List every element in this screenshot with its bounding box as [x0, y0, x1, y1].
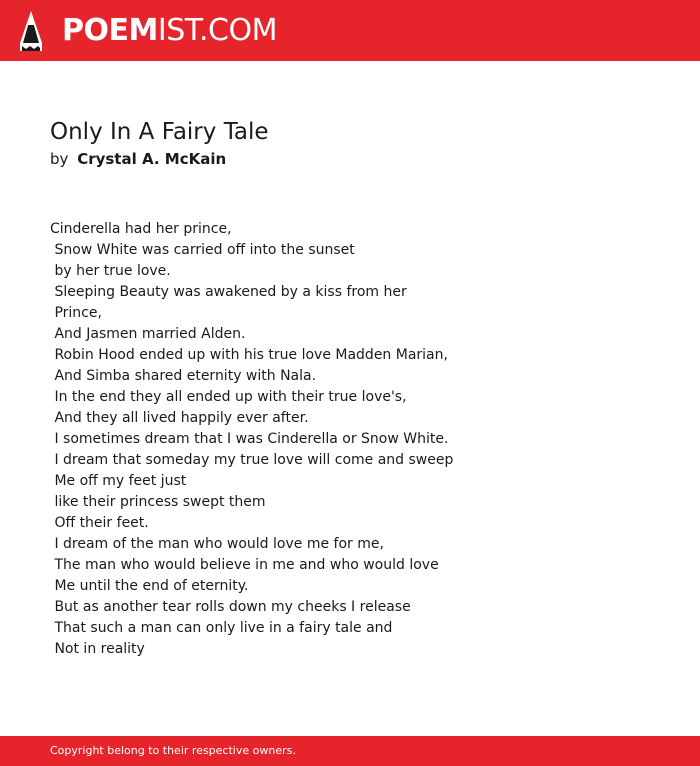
site-logo[interactable] [62, 13, 277, 49]
pencil-icon[interactable] [18, 10, 44, 56]
poem-line: I sometimes dream that I was Cinderella or Snow White. [50, 431, 449, 447]
poem-line: Snow White was carried off into the sunset [50, 242, 355, 258]
poem-body [50, 219, 480, 660]
brand-light: IST.COM [157, 13, 277, 48]
brand-bold: POEM [62, 13, 158, 48]
poem-line: And Jasmen married Alden. [50, 326, 246, 342]
poem-line: And Simba shared eternity with Nala. [50, 368, 317, 384]
site-header [0, 0, 700, 61]
poem-line: Me off my feet just [50, 473, 187, 489]
byline [50, 149, 226, 169]
poem-line: Not in reality [50, 641, 145, 657]
poem-line: I dream that someday my true love will come and sweep [50, 452, 454, 468]
poem-line: I dream of the man who would love me for me, [50, 536, 384, 552]
poem-line: Me until the end of eternity. [50, 578, 249, 594]
author-name: Crystal A. McKain [77, 150, 227, 168]
poem-line: Sleeping Beauty was awakened by a kiss from her [50, 284, 407, 300]
by-label: by [50, 150, 69, 168]
poem-line: by her true love. [50, 263, 171, 279]
poem-line: Off their feet. [50, 515, 149, 531]
copyright-notice: Copyright belong to their respective owners. [50, 744, 296, 757]
poem-line: And they all lived happily ever after. [50, 410, 309, 426]
poem-line: Robin Hood ended up with his true love Madden Marian, [50, 347, 448, 363]
poem-line: The man who would believe in me and who would love [50, 557, 439, 573]
site-footer [0, 736, 700, 766]
poem-line: like their princess swept them [50, 494, 266, 510]
poem-line: But as another tear rolls down my cheeks I release [50, 599, 411, 615]
poem-line: That such a man can only live in a fairy tale and [50, 620, 393, 636]
poem-line: Cinderella had her prince, [50, 221, 232, 237]
poem-title: Only In A Fairy Tale [50, 119, 269, 145]
poem-line: Prince, [50, 305, 102, 321]
poem-line: In the end they all ended up with their true love's, [50, 389, 407, 405]
